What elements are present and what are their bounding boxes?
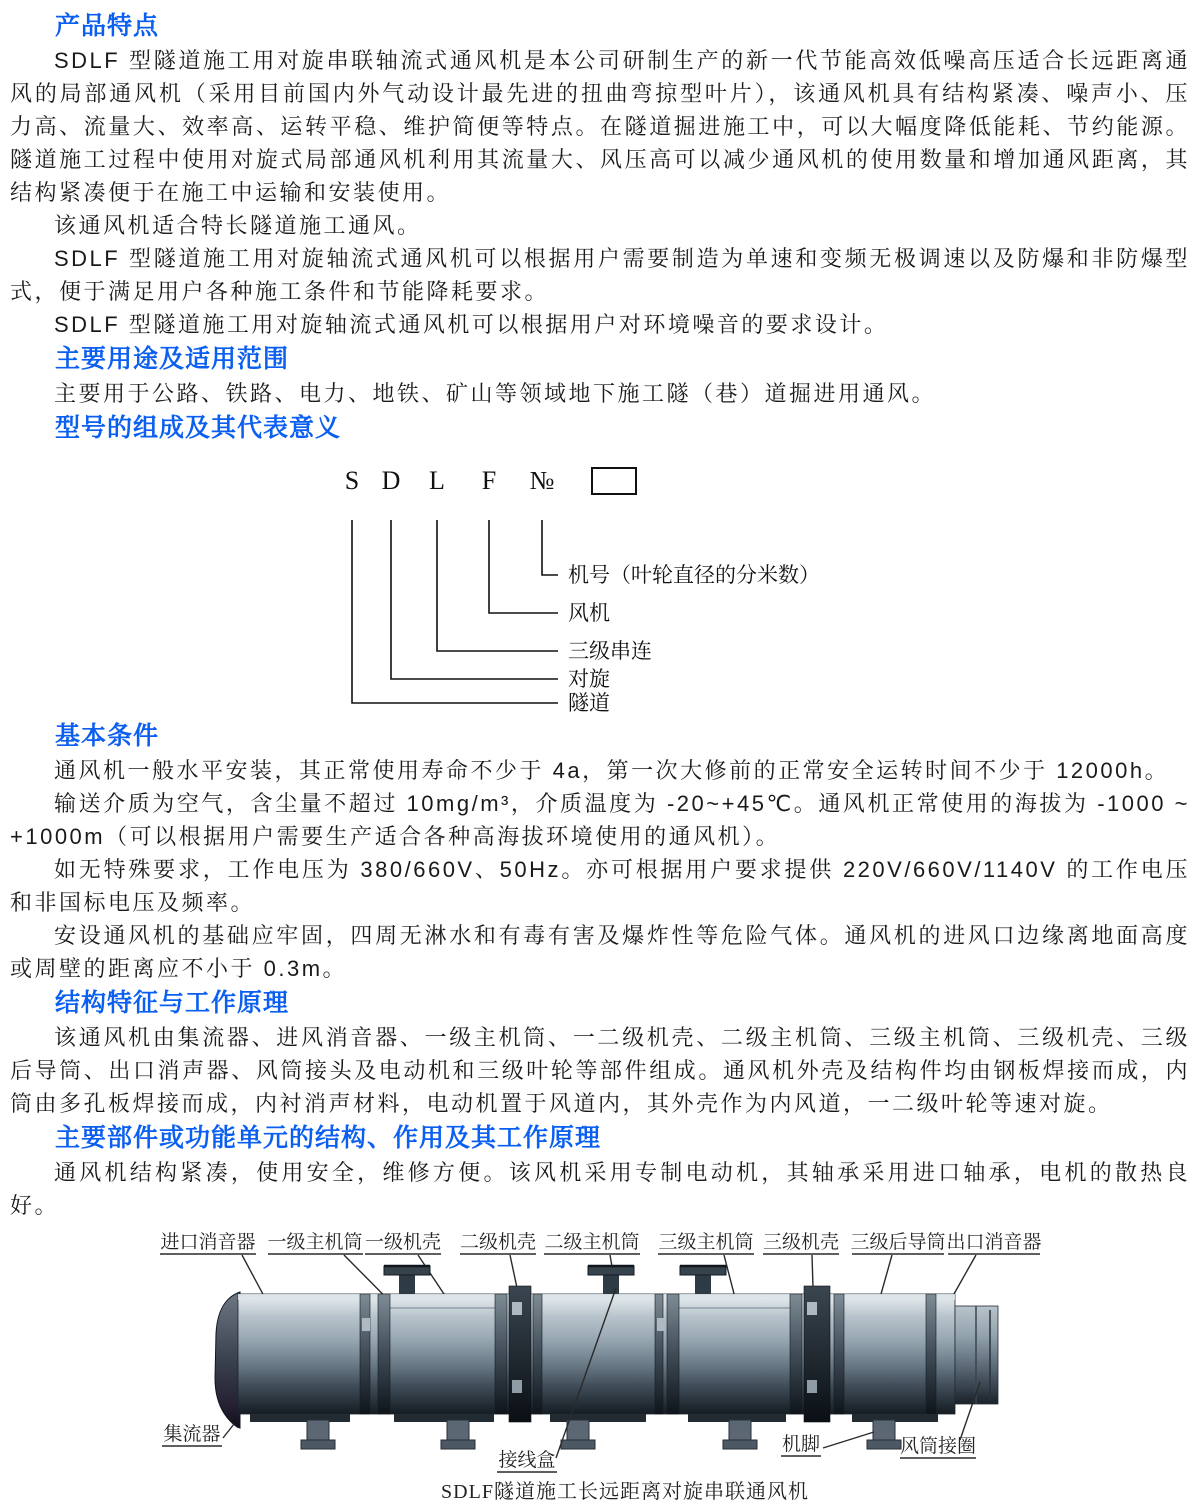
fan-foot <box>867 1420 901 1449</box>
heading-product-features: 产品特点 <box>55 12 160 40</box>
heading-structure-principle: 结构特征与工作原理 <box>55 989 290 1017</box>
model-letter-d: D <box>381 466 401 495</box>
fan-foot <box>441 1420 475 1449</box>
fan-top-highlight <box>238 1294 955 1300</box>
label-stage2-main-barrel: 二级主机筒 <box>544 1232 640 1253</box>
label-collector: 集流器 <box>163 1424 221 1445</box>
paragraph: 通风机一般水平安装，其正常使用寿命不少于 4a，第一次大修前的正常安全运转时间不少于 12000h。 <box>54 758 1170 783</box>
junction-box <box>588 1266 634 1294</box>
model-label-fan: 风机 <box>568 601 610 625</box>
paragraph: 安设通风机的基础应牢固，四周无淋水和有毒有害及爆炸性等危险气体。通风机的进风口边缘离地面高度或周壁的距离应不小于 0.3m。 <box>10 923 1190 981</box>
label-stage1-main-barrel: 一级主机筒 <box>267 1232 363 1253</box>
model-letter-s: S <box>344 466 360 495</box>
label-stage1-casing: 一级机壳 <box>364 1232 442 1253</box>
fan-flange-ring <box>655 1294 663 1414</box>
model-size-box <box>592 468 636 494</box>
label-duct-ring: 风筒接圈 <box>899 1436 977 1457</box>
leader-collector <box>223 1424 234 1438</box>
fan-flange-ring <box>360 1294 370 1414</box>
paragraph: 主要用于公路、铁路、电力、地铁、矿山等领域地下施工隧（巷）道掘进用通风。 <box>54 381 937 406</box>
model-branch-line-l <box>437 520 558 651</box>
junction-box <box>384 1266 430 1294</box>
label-stage3-casing: 三级机壳 <box>762 1232 840 1253</box>
fan-flange-ring <box>834 1294 844 1414</box>
heading-main-uses: 主要用途及适用范围 <box>55 345 290 373</box>
fan-flange-ring <box>495 1294 507 1414</box>
model-letter-f: F <box>481 466 497 495</box>
label-junction-box: 接线盒 <box>498 1450 556 1471</box>
fan-skirt <box>550 1414 646 1422</box>
model-branch-line-f <box>489 520 558 613</box>
paragraph: 如无特殊要求，工作电压为 380/660V、50Hz。亦可根据用户要求提供 220V/660V/1140V 的工作电压和非国标电压及频率。 <box>10 857 1190 915</box>
heading-main-components: 主要部件或功能单元的结构、作用及其工作原理 <box>55 1124 602 1152</box>
model-letter-no: № <box>529 466 555 495</box>
fan-foot <box>723 1420 757 1449</box>
fan-ring-tab <box>807 1302 817 1315</box>
model-branch-line-d <box>391 520 558 679</box>
fan-ring-tab <box>807 1380 817 1393</box>
fan-skirt <box>394 1414 494 1422</box>
fan-flange-ring <box>667 1294 679 1414</box>
junction-box <box>680 1266 726 1294</box>
paragraph: SDLF 型隧道施工用对旋轴流式通风机可以根据用户需要制造为单速和变频无极调速以及防爆和非防爆型式，便于满足用户各种施工条件和节能降耗要求。 <box>10 246 1190 304</box>
fan-ring-tab <box>657 1318 665 1331</box>
fan-inlet-flare <box>215 1292 240 1428</box>
leader-machine-feet <box>823 1432 874 1448</box>
fan-ring-tab <box>512 1380 522 1393</box>
fan-flange-ring <box>533 1294 542 1414</box>
model-label-tunnel: 隧道 <box>568 691 610 715</box>
model-label-three-stage: 三级串连 <box>568 639 652 663</box>
fan-body <box>215 1286 998 1428</box>
label-stage2-casing: 二级机壳 <box>459 1232 537 1253</box>
label-outlet-silencer: 出口消音器 <box>946 1232 1042 1253</box>
fan-flange-ring <box>790 1294 802 1414</box>
fan-foot <box>301 1420 335 1449</box>
label-machine-feet: 机脚 <box>781 1434 821 1455</box>
paragraph: SDLF 型隧道施工用对旋轴流式通风机可以根据用户对环境噪音的要求设计。 <box>54 312 889 337</box>
paragraph: SDLF 型隧道施工用对旋串联轴流式通风机是本公司研制生产的新一代节能高效低噪高压适合长远距离通风的局部通风机（采用目前国内外气动设计最先进的扭曲弯掠型叶片），该通风机具有结构紧凑、噪声小、压力高、流量大、效率高、运转平稳、维护简便等特点。在隧道掘进施工中，可以大幅度降低能耗、节约能源。隧道施工过程中使用对旋式局部通风机利用其流量大、风压高可以减少通风机的使用数量和增加通风距离，其结构紧凑便于在施工中运输和安装使用。 <box>10 48 1190 205</box>
model-branch-line-s <box>352 520 558 703</box>
fan-diagram-caption: SDLF隧道施工长远距离对旋串联通风机 <box>441 1481 809 1503</box>
paragraph: 通风机结构紧凑，使用安全，维修方便。该风机采用专制电动机，其轴承采用进口轴承，电机的散热良好。 <box>10 1160 1190 1218</box>
fan-ring-tab <box>362 1318 370 1331</box>
label-stage3-rear-guide: 三级后导筒 <box>850 1232 946 1253</box>
paragraph: 输送介质为空气，含尘量不超过 10mg/m³，介质温度为 -20~+45℃。通风机正常使用的海拔为 -1000 ~ +1000m（可以根据用户需要生产适合各种高海拔环境使用的通风机）。 <box>10 791 1190 849</box>
model-letter-l: L <box>429 466 445 495</box>
paragraph: 该通风机适合特长隧道施工通风。 <box>54 213 422 238</box>
fan-foot <box>561 1420 595 1449</box>
fan-flange-ring <box>926 1294 936 1414</box>
model-designation-diagram <box>10 446 1190 718</box>
heading-basic-conditions: 基本条件 <box>55 722 160 750</box>
fan-main-cylinder <box>238 1294 955 1414</box>
label-inlet-silencer: 进口消音器 <box>160 1232 256 1253</box>
model-label-fan-number: 机号（叶轮直径的分米数） <box>568 563 820 587</box>
fan-skirt <box>250 1414 350 1422</box>
model-branch-line-no <box>542 520 558 575</box>
heading-model-designation: 型号的组成及其代表意义 <box>55 414 342 442</box>
paragraph: 该通风机由集流器、进风消音器、一级主机筒、一二级机壳、二级主机筒、三级主机筒、三级机壳、三级后导筒、出口消声器、风筒接头及电动机和三级叶轮等部件组成。通风机外壳及结构件均由钢板焊接而成，内筒由多孔板焊接而成，内衬消声材料，电动机置于风道内，其外壳作为内风道，一二级叶轮等速对旋。 <box>10 1025 1190 1116</box>
model-label-counter-rot: 对旋 <box>568 667 610 691</box>
label-stage3-main-barrel: 三级主机筒 <box>658 1232 754 1253</box>
fan-technical-drawing <box>10 1222 1190 1510</box>
fan-ring-tab <box>512 1302 522 1315</box>
fan-flange-ring <box>378 1294 390 1414</box>
